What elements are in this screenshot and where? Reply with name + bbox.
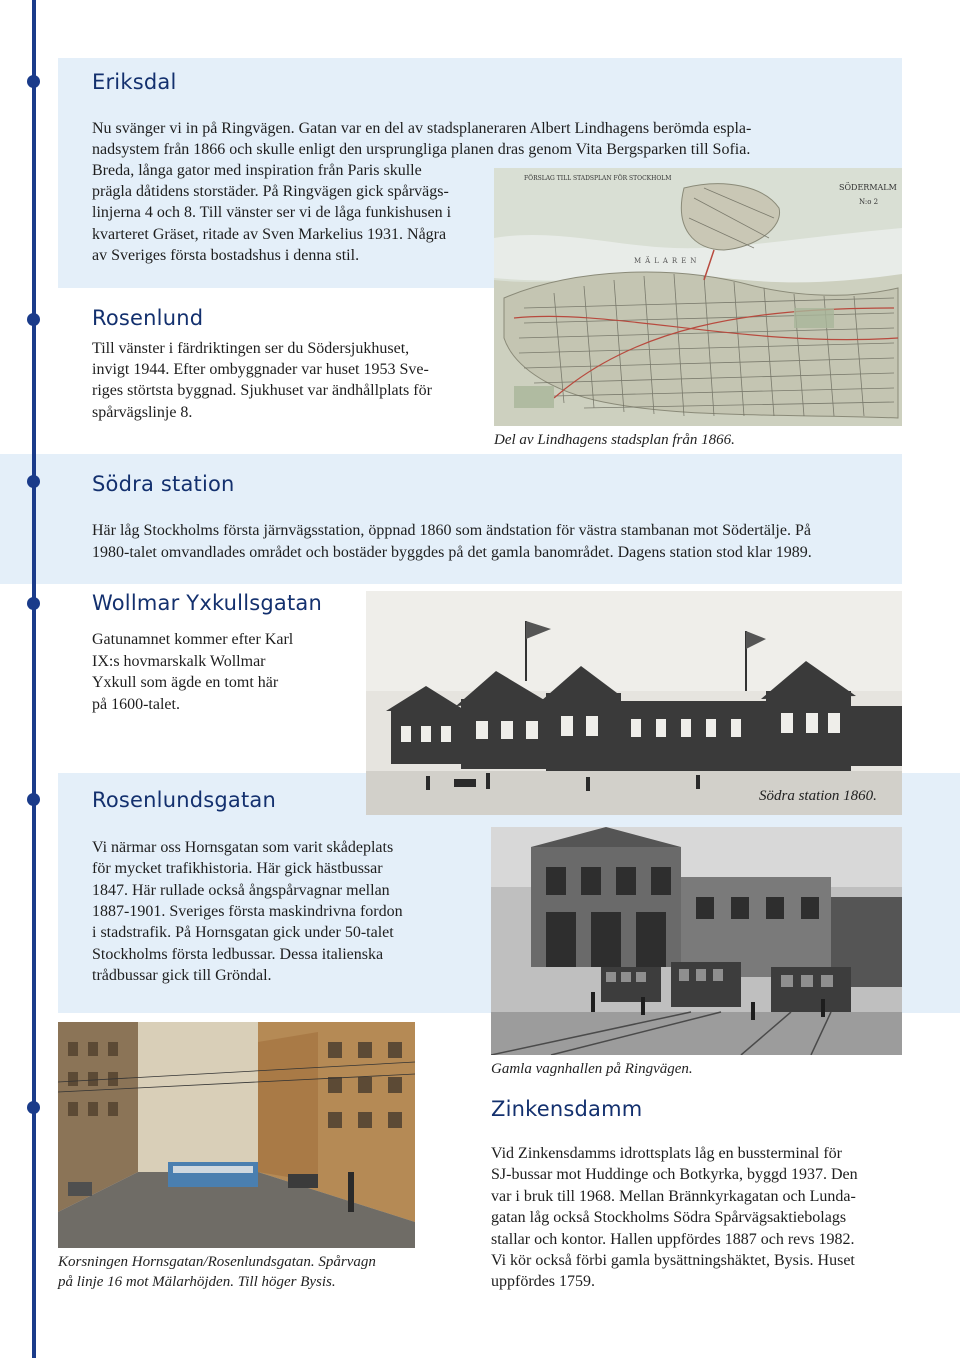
section-title-eriksdal: Eriksdal	[92, 70, 177, 94]
hornsgatan-street-image	[58, 1022, 415, 1248]
section-title-zinkensdamm: Zinkensdamm	[491, 1097, 643, 1121]
section-title-wollmar: Wollmar Yxkullsgatan	[92, 591, 322, 615]
text-line: SJ-bussar mot Huddinge och Botkyrka, byggd 1937. Den	[491, 1166, 858, 1183]
text-line: kvarteret Gräset, ritade av Sven Markelius 1931. Några	[92, 226, 447, 243]
text-line: i stadstrafik. På Hornsgatan gick under 50-talet	[92, 924, 394, 941]
text-line: 1847. Här rullade också ångspårvagnar mellan	[92, 882, 390, 899]
timeline-line	[32, 0, 36, 1358]
text-line: Vid Zinkensdamms idrottsplats låg en bussterminal för	[491, 1145, 842, 1162]
text-line: Till vänster i färdriktingen ser du Södersjukhuset,	[92, 340, 410, 357]
timeline-dot-sodra-station	[27, 475, 40, 488]
text-line: Gatunamnet kommer efter Karl	[92, 631, 294, 648]
text-line: av Sveriges första bostadshus i denna stil.	[92, 247, 360, 264]
text-line: Stockholms första ledbussar. Dessa italienska	[92, 946, 384, 963]
timeline-dot-zinkensdamm	[27, 1101, 40, 1114]
map-water-label: MÄLAREN	[634, 257, 701, 265]
text-line: för mycket trafikhistoria. Här gick hästbussar	[92, 860, 383, 877]
text-line: gatan låg också Stockholms Södra Spårvägsaktiebolags	[491, 1209, 847, 1226]
text-line: Breda, långa gator med inspiration från Paris skulle	[92, 162, 422, 179]
text-line: Vi kör också förbi gamla bysättningshäktet, Bysis. Huset	[491, 1252, 855, 1269]
text-line: linjerna 4 och 8. Till vänster ser vi de låga funkishusen i	[92, 204, 452, 221]
text-line: 1887-1901. Sveriges första maskindrivna fordon	[92, 903, 403, 920]
map-subtitle-right: N:o 2	[859, 198, 879, 206]
section-title-rosenlundsgatan: Rosenlundsgatan	[92, 788, 277, 812]
lindhagen-map-image	[494, 168, 902, 426]
text-line: Nu svänger vi in på Ringvägen. Gatan var en del av stadsplaneraren Albert Lindhagens berömda espla-	[92, 120, 752, 137]
text-line: invigt 1944. Efter ombyggnader var huset 1953 Sve-	[92, 361, 429, 378]
timeline-dot-rosenlundsgatan	[27, 793, 40, 806]
text-line: nadsystem från 1866 och skulle enligt den ursprungliga planen dras genom Vita Bergsparken till Sofia.	[92, 141, 751, 158]
text-line: spårvägslinje 8.	[92, 404, 193, 421]
caption-street-line-1: Korsningen Hornsgatan/Rosenlundsgatan. Spårvagn	[58, 1254, 376, 1270]
text-line: Här låg Stockholms första järnvägsstation, öppnad 1860 som ändstation för västra stambanan mot Södertälje. På	[92, 522, 811, 539]
text-line: stallar och kontor. Hallen uppfördes 1887 och revs 1982.	[491, 1231, 855, 1248]
text-line: uppfördes 1759.	[491, 1273, 595, 1290]
caption-map: Del av Lindhagens stadsplan från 1866.	[494, 432, 735, 448]
text-line: IX:s hovmarskalk Wollmar	[92, 653, 266, 670]
text-line: på 1600-talet.	[92, 696, 180, 713]
map-title-right: SÖDERMALM	[839, 183, 897, 192]
caption-station: Södra station 1860.	[759, 788, 877, 804]
text-line: Yxkull som ägde en tomt här	[92, 674, 279, 691]
text-line: prägla dåtidens storstäder. På Ringvägen gick spårvägs-	[92, 183, 449, 200]
tram-depot-image	[491, 827, 902, 1055]
section-title-rosenlund: Rosenlund	[92, 306, 204, 330]
caption-street-line-2: på linje 16 mot Mälarhöjden. Till höger Bysis.	[58, 1274, 336, 1290]
text-line: trådbussar gick till Gröndal.	[92, 967, 272, 984]
timeline-dot-rosenlund	[27, 313, 40, 326]
text-line: 1980-talet omvandlades området och bostäder byggdes på det gamla banområdet. Dagens station stod klar 1989.	[92, 544, 812, 561]
text-line: Vi närmar oss Hornsgatan som varit skådeplats	[92, 839, 394, 856]
map-title-left: FÖRSLAG TILL STADSPLAN FÖR STOCKHOLM	[524, 175, 672, 182]
timeline-dot-wollmar	[27, 597, 40, 610]
text-line: var i bruk till 1968. Mellan Brännkyrkagatan och Lunda-	[491, 1188, 856, 1205]
timeline-dot-eriksdal	[27, 75, 40, 88]
sodra-station-1860-image	[366, 591, 902, 815]
text-line: riges störtsta byggnad. Sjukhuset var ändhållplats för	[92, 382, 432, 399]
caption-depot: Gamla vagnhallen på Ringvägen.	[491, 1061, 693, 1077]
section-title-sodra-station: Södra station	[92, 472, 235, 496]
